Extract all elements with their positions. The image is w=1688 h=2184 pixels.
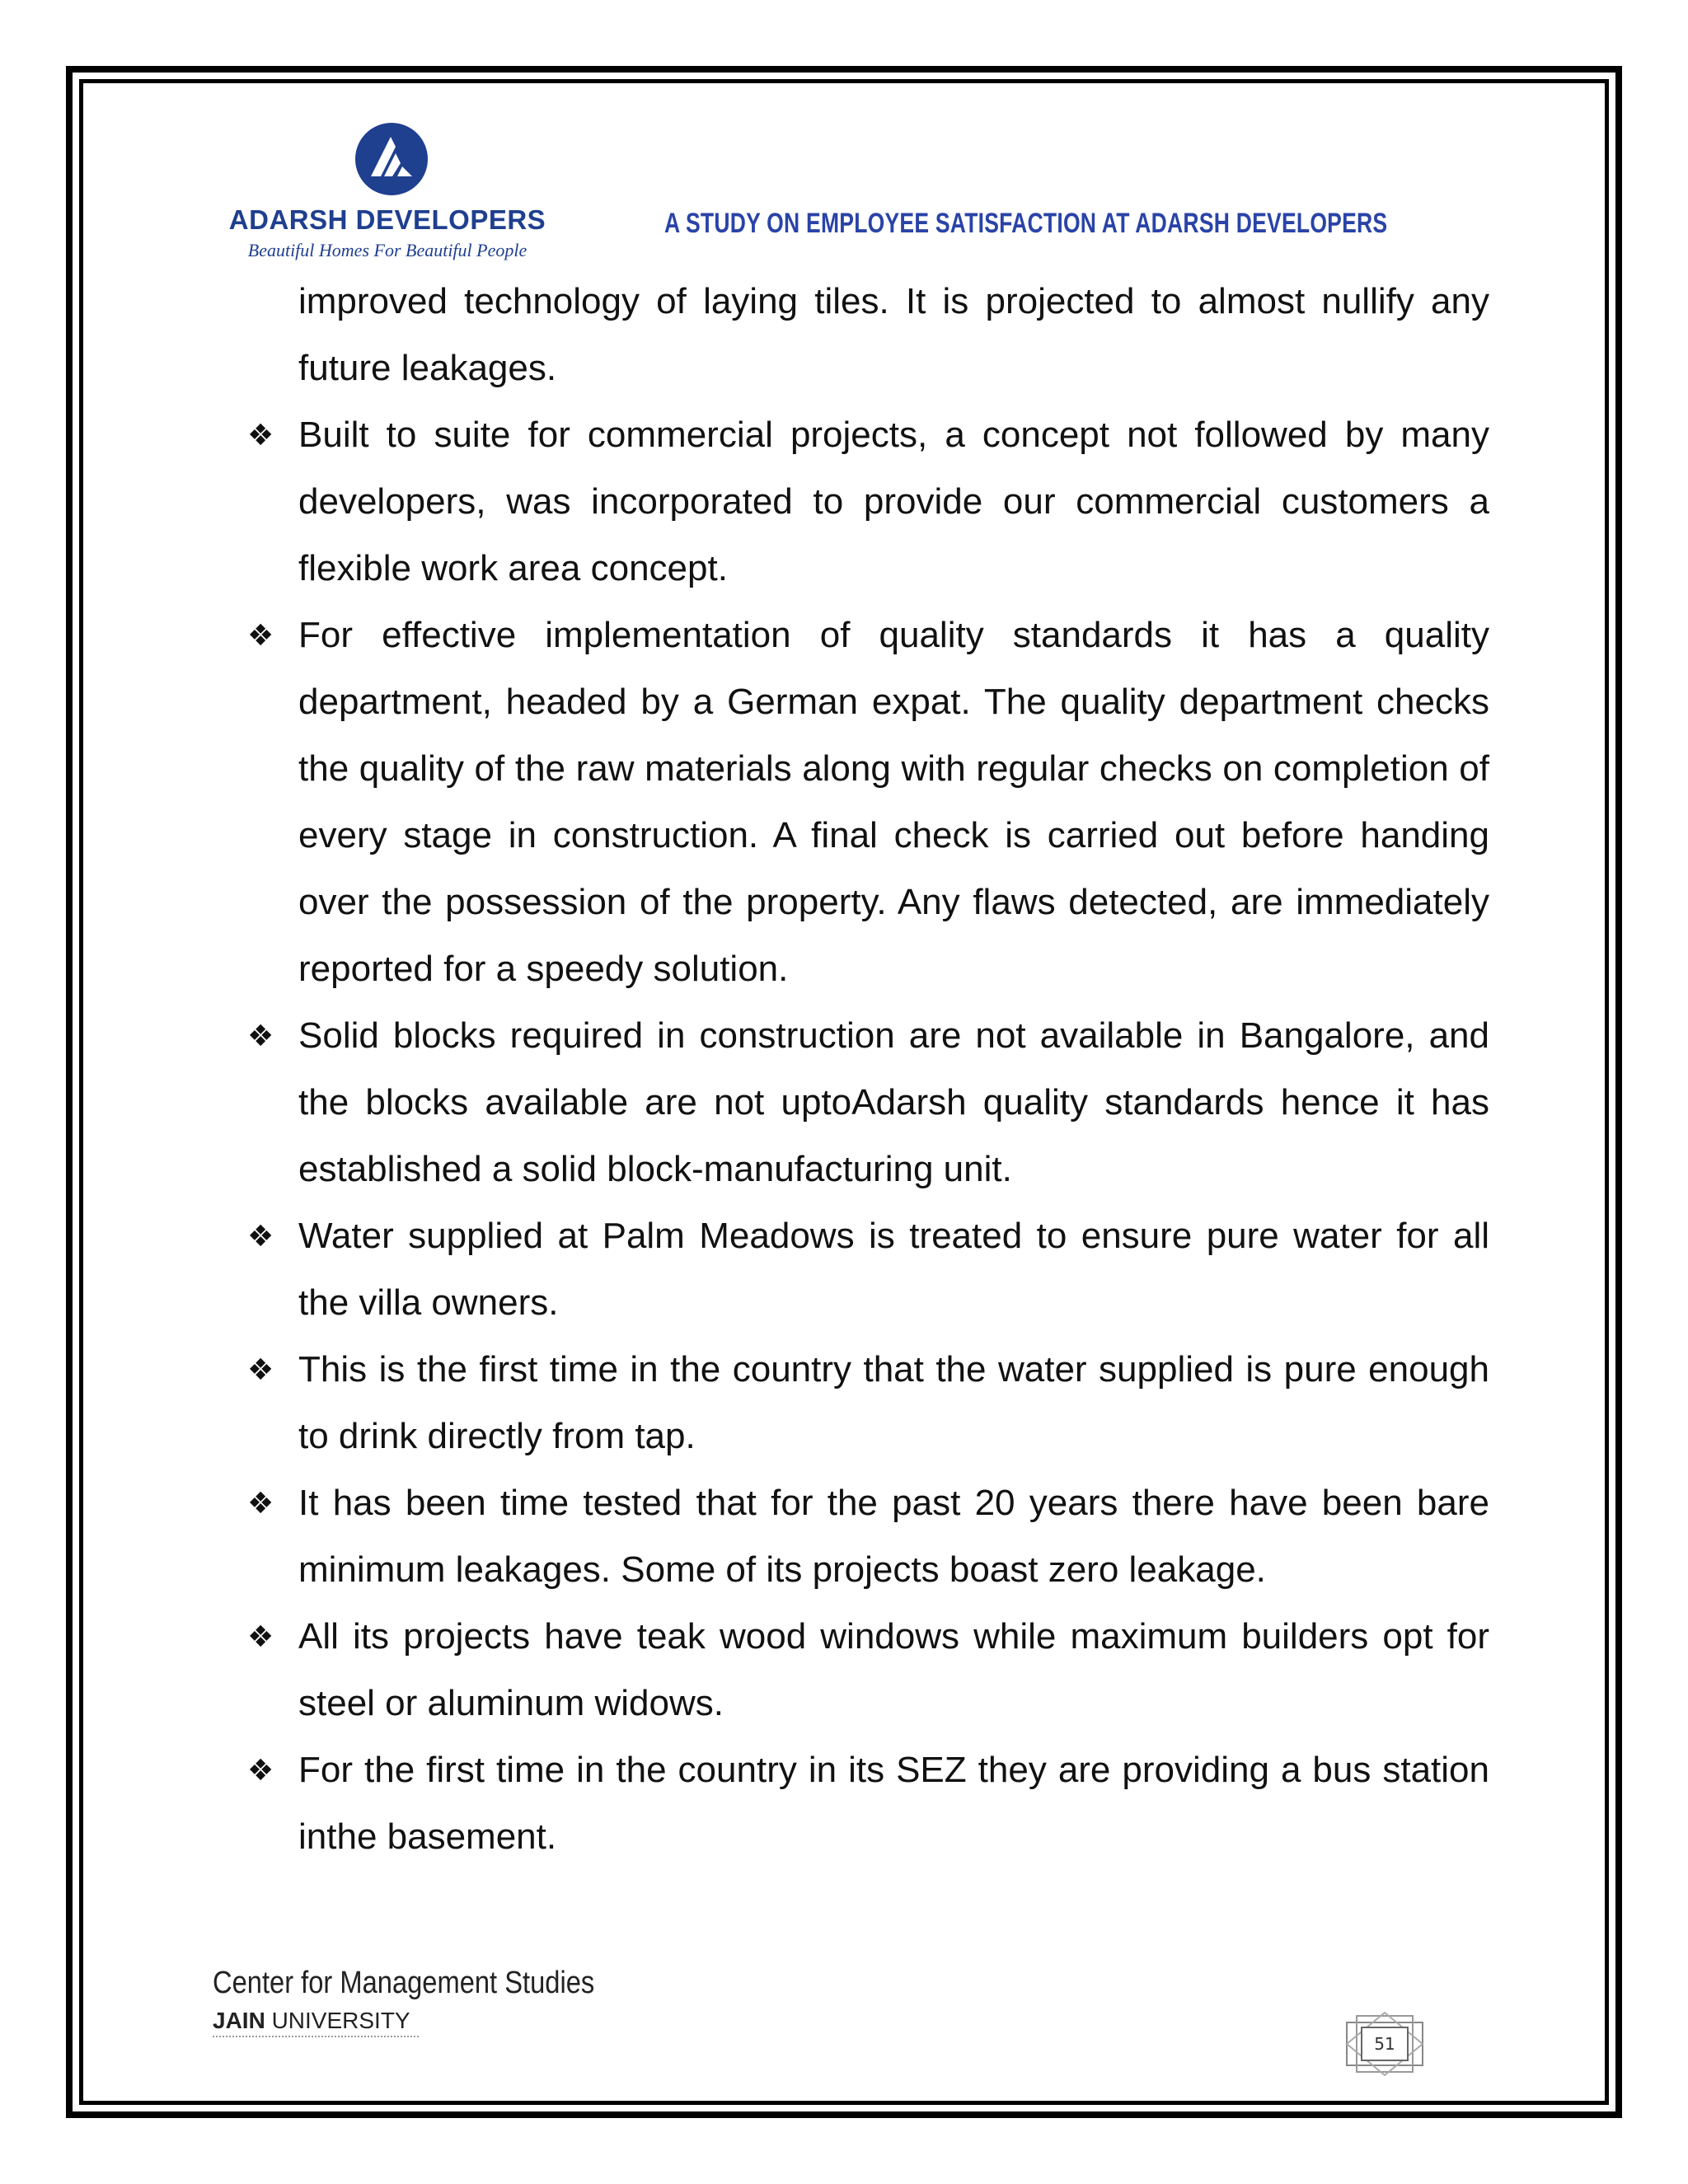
- bullet-list: [247, 401, 1489, 1870]
- diamond-bullet-icon: ❖: [247, 1486, 274, 1520]
- footer-center-name: Center for Management Studies: [213, 1966, 595, 2000]
- diamond-bullet-icon: ❖: [247, 618, 274, 652]
- bullet-item-text: Water supplied at Palm Meadows is treated to ensure pure water for all the villa owners.: [298, 1216, 1489, 1323]
- bullet-item-text: Solid blocks required in construction are not available in Bangalore, and the blocks available are not uptoAdarsh quality standards hence it has established a solid block-manufacturing unit.: [298, 1015, 1489, 1189]
- diamond-bullet-icon: ❖: [247, 418, 274, 452]
- footer-fine-print: [213, 2036, 419, 2042]
- bullet-item: [247, 401, 1489, 602]
- bullet-item-text: This is the first time in the country that the water supplied is pure enough to drink directly from tap.: [298, 1349, 1489, 1456]
- logo-tagline: Beautiful Homes For Beautiful People: [247, 240, 528, 260]
- bullet-item: [247, 1603, 1489, 1736]
- diamond-bullet-icon: ❖: [247, 1019, 274, 1052]
- bullet-item: [247, 1336, 1489, 1469]
- logo-company-name: ADARSH DEVELOPERS: [228, 204, 546, 235]
- bullet-item: [247, 1202, 1489, 1336]
- bullet-item-text: It has been time tested that for the past 20 years there have been bare minimum leakages. Some of its projects boast zero leakage.: [298, 1483, 1489, 1590]
- diamond-bullet-icon: ❖: [247, 1219, 274, 1253]
- bullet-item-text: All its projects have teak wood windows while maximum builders opt for steel or aluminum widows.: [298, 1616, 1489, 1723]
- company-logo: [223, 122, 552, 266]
- bullet-item-text: Built to suite for commercial projects, a concept not followed by many developers, was incorporated to provide our commercial customers a flexible work area concept.: [298, 415, 1489, 588]
- footer-university-rest: UNIVERSITY: [265, 2008, 410, 2033]
- bullet-item: [247, 602, 1489, 1002]
- body-content: [247, 268, 1489, 1870]
- bullet-item-text: For effective implementation of quality standards it has a quality department, headed by a German expat. The quality department checks the quality of the raw materials along with regular checks on completion of every stage in construction. A final check is carried out before handing over the possession of the property. Any flaws detected, are immediately reported for a speedy solution.: [298, 615, 1489, 989]
- page-number-badge: [1343, 2011, 1426, 2077]
- lead-paragraph: improved technology of laying tiles. It is projected to almost nullify any future leakages.: [298, 281, 1489, 388]
- diamond-bullet-icon: ❖: [247, 1352, 274, 1386]
- diamond-bullet-icon: ❖: [247, 1753, 274, 1787]
- document-header-title: A STUDY ON EMPLOYEE SATISFACTION AT ADARSH DEVELOPERS: [664, 208, 1388, 239]
- adarsh-logo-icon: [354, 122, 429, 196]
- footer-organization: [213, 1966, 657, 2042]
- diamond-bullet-icon: ❖: [247, 1619, 274, 1653]
- bullet-item: [247, 1469, 1489, 1603]
- page-number: 51: [1374, 2034, 1395, 2054]
- bullet-item: [247, 1736, 1489, 1870]
- bullet-item-text: For the first time in the country in its SEZ they are providing a bus station inthe basement.: [298, 1750, 1489, 1857]
- footer-university-bold: JAIN: [213, 2008, 265, 2033]
- bullet-item: [247, 1002, 1489, 1202]
- footer-university: [213, 2008, 657, 2034]
